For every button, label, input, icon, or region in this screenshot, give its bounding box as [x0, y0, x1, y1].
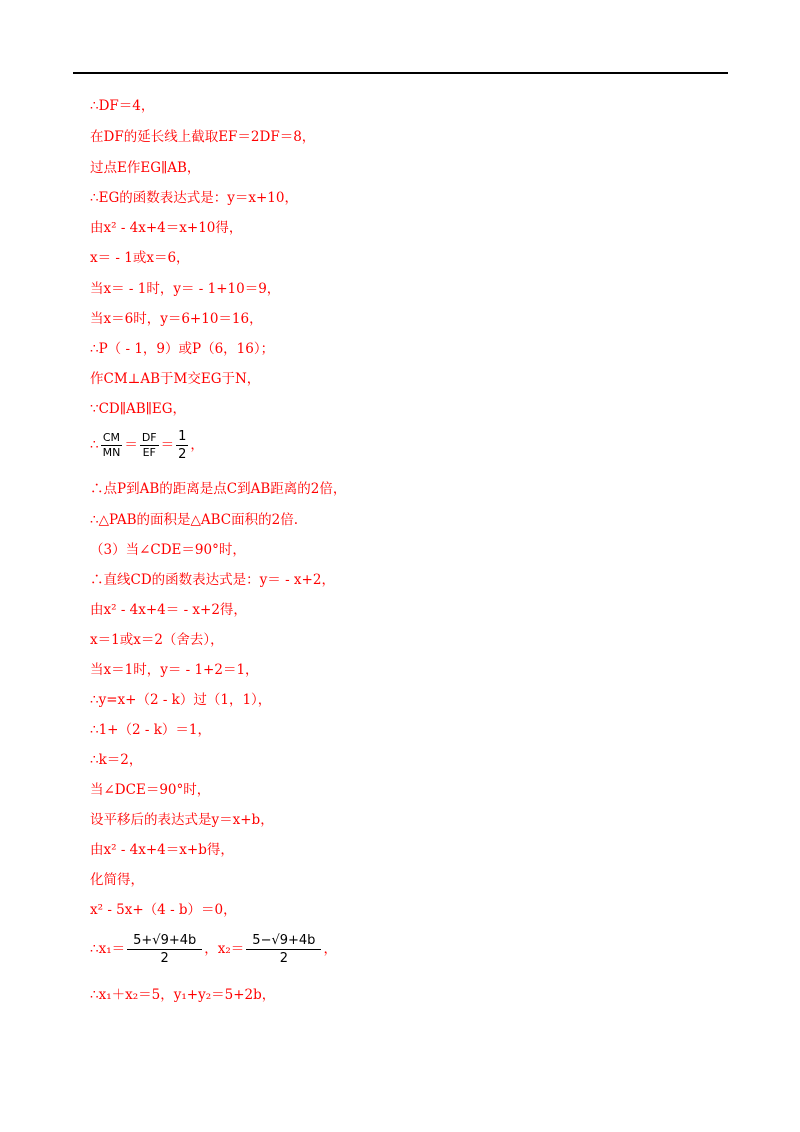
text-line: ∴y=x+（2 - k）过（1，1）， — [90, 692, 272, 708]
text-line: 当x＝6时，y＝6+10＝16， — [90, 311, 263, 327]
text-line: 化简得， — [90, 872, 144, 888]
text-line: ∴EG的函数表达式是：y＝x+10， — [90, 190, 298, 206]
fraction-denominator: EF — [142, 446, 156, 459]
equals-sign: ＝ — [124, 437, 138, 453]
fraction-x1 — [127, 932, 202, 967]
text-line: ∵CD∥AB∥EG， — [90, 401, 187, 417]
equals-sign: ＝ — [160, 437, 175, 453]
fraction-numerator: CM — [101, 431, 123, 446]
text-line: ∴k＝2， — [90, 752, 143, 768]
fraction-denominator: 2 — [279, 951, 288, 966]
text-line: ∴△PAB的面积是△ABC面积的2倍. — [90, 512, 298, 528]
comma: ， — [323, 941, 337, 957]
text-line: ∴点P到AB的距离是点C到AB距离的2倍， — [90, 481, 347, 497]
ratio-equation — [90, 428, 204, 463]
fraction-numerator: 5−√9+4b — [246, 932, 321, 950]
fraction-numerator: DF — [141, 431, 157, 444]
fraction-df-ef — [140, 431, 159, 460]
fraction-one-half — [176, 428, 188, 463]
text-line: ∴x₁＋x₂＝5，y₁+y₂＝5+2b， — [90, 987, 276, 1003]
roots-equation — [90, 932, 337, 967]
text-line: 当x＝ - 1时，y＝ - 1+10＝9， — [90, 281, 281, 297]
comma: ， — [190, 437, 204, 453]
text-line: 当x＝1时，y＝ - 1+2＝1， — [90, 662, 259, 678]
text-line: 由x² - 4x+4＝x+b得， — [90, 842, 234, 858]
text-line: ∴直线CD的函数表达式是：y＝ - x+2， — [90, 572, 335, 588]
fraction-x2 — [246, 932, 321, 967]
fraction-denominator: 2 — [178, 447, 187, 462]
text-line: 由x² - 4x+4＝ - x+2得， — [90, 602, 247, 618]
text-line: ∴1+（2 - k）＝1， — [90, 722, 211, 738]
therefore-symbol: ∴ — [90, 437, 99, 453]
roots-middle: ，x₂＝ — [204, 941, 245, 957]
text-line: 当∠DCE＝90°时， — [90, 782, 211, 798]
fraction-denominator: 2 — [160, 951, 169, 966]
fraction-cm-mn — [101, 431, 123, 460]
text-line: （3）当∠CDE＝90°时， — [90, 542, 246, 558]
text-line: x＝ - 1或x＝6， — [90, 250, 190, 266]
text-line: x＝1或x＝2（舍去）， — [90, 632, 224, 648]
text-line: ∴DF＝4， — [90, 98, 155, 114]
header-rule — [73, 72, 728, 74]
fraction-numerator: 1 — [178, 429, 187, 444]
fraction-denominator: MN — [102, 446, 121, 459]
text-line: 设平移后的表达式是y＝x+b， — [90, 812, 274, 828]
text-line: 由x² - 4x+4＝x+10得， — [90, 220, 243, 236]
roots-prefix: ∴x₁＝ — [90, 941, 126, 957]
text-line: ∴P（ - 1，9）或P（6，16）； — [90, 341, 275, 357]
text-line: 过点E作EG∥AB， — [90, 160, 201, 176]
text-line: 在DF的延长线上截取EF＝2DF＝8， — [90, 129, 316, 145]
text-line: 作CM⊥AB于M交EG于N， — [90, 371, 261, 387]
text-line: x² - 5x+（4 - b）＝0， — [90, 902, 237, 918]
fraction-numerator: 5+√9+4b — [127, 932, 202, 950]
